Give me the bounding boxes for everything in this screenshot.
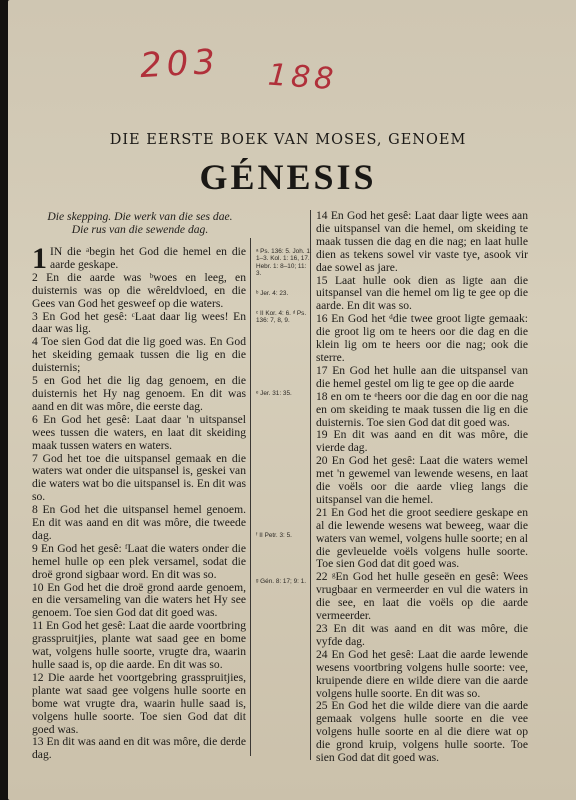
verse: 4 Toe sien God dat die lig goed was. En God het skeiding gemaak tussen die lig en die duisternis; xyxy=(32,335,246,375)
verse: 16 En God het ᵈdie twee groot ligte gemaak: die groot lig om te heers oor die dag en die klein lig om te heers oor die nag; ook die sterre. xyxy=(316,312,528,364)
verse: 18 en om te ᵉheers oor die dag en oor die nag en om skeiding te maak tussen die lig en die duisternis. Toe sien God dat dit goed was. xyxy=(316,389,528,429)
verse: 19 En dit was aand en dit was môre, die vierde dag. xyxy=(316,428,528,455)
chapter-number: 1 xyxy=(32,242,47,275)
verse: 22 ᵍEn God het hulle geseën en gesê: Wees vrugbaar en vermeerder en vul die waters in die see, en laat die voëls op die aarde vermeerder. xyxy=(316,570,528,623)
verse: 3 En God het gesê: ᶜLaat daar lig wees! En daar was lig. xyxy=(32,309,246,336)
summary-line: Die skepping. Die werk van die ses dae. xyxy=(47,210,233,223)
verse: 9 En God het gesê: ᶠLaat die waters onder die hemel hulle op een plek versamel, sodat die droë grond sigbaar word. En dit was so. xyxy=(32,541,246,581)
book-title: GÉNESIS xyxy=(199,157,377,197)
right-text-column xyxy=(316,210,528,765)
cross-reference: ᵍ Gén. 8: 17; 9: 1. xyxy=(256,578,307,585)
book-heading: DIE EERSTE BOEK VAN MOSES, GENOEM xyxy=(109,132,467,148)
verse: 23 En dit was aand en dit was môre, die vyfde dag. xyxy=(316,622,528,648)
verse-1 xyxy=(32,242,246,275)
summary-line: Die rus van die sewende dag. xyxy=(71,223,209,236)
cross-reference: ᵃ Ps. 136: 5. Joh. 1: 1–3. Kol. 1: 16, 17. Hebr. 1: 8–10; 11: 3. xyxy=(256,248,312,278)
handwritten-number-2: 188 xyxy=(266,57,339,98)
verse: 12 Die aarde het voortgebring grasspruitjies, plante wat saad gee volgens hulle soorte en bome wat vrugte dra, waarin hulle saad is, volgens hulle soorte. Toe sien God dat dit goed was. xyxy=(32,670,246,736)
verse: 25 En God het die wilde diere van die aarde gemaak volgens hulle soorte en die vee volgens hulle soorte en al die diere wat op die grond kruip, volgens hulle soorte. Toe sien God dat dit goed was. xyxy=(316,699,528,765)
verse: 20 En God het gesê: Laat die waters wemel met 'n gewemel van lewende wesens, en laat die voëls oor die aarde vlieg langs die uitspansel van die hemel. xyxy=(316,454,528,506)
book-spine-shadow xyxy=(0,0,8,800)
verse: 17 En God het hulle aan die uitspansel van die hemel gestel om lig te gee op die aarde xyxy=(316,363,528,390)
cross-reference: ᶠ II Petr. 3: 5. xyxy=(256,532,292,539)
verse: 7 God het toe die uitspansel gemaak en die waters wat onder die uitspansel is, geskei van die waters wat bo die uitspansel is. En dit was so. xyxy=(32,451,246,504)
verse: 13 En dit was aand en dit was môre, die derde dag. xyxy=(32,735,246,762)
verse: 24 En God het gesê: Laat die aarde lewende wesens voortbring volgens hulle soorte: vee, kruipende diere en wilde diere van die aarde volgens hulle soorte. En dit was so. xyxy=(316,647,528,700)
verse: 21 En God het die groot seediere geskape en al die lewende wesens wat beweeg, waar die waters van wemel, volgens hulle soorte; en al die gevleuelde voëls volgens hulle soorte. Toe sien God dat dit goed was. xyxy=(316,505,528,571)
verse: 6 En God het gesê: Laat daar 'n uitspansel wees tussen die waters, en laat dit skeiding maak tussen waters en waters. xyxy=(32,412,246,452)
verse: 8 En God het die uitspansel hemel genoem. En dit was aand en dit was môre, die tweede dag. xyxy=(32,503,246,542)
verse: 15 Laat hulle ook dien as ligte aan die uitspansel van die hemel om lig te gee op die aarde. En dit was so. xyxy=(316,273,528,313)
verse: 2 En die aarde was ᵇwoes en leeg, en duisternis was op die wêreldvloed, en die Gees van God het gesweef op die waters. xyxy=(32,270,246,310)
cross-reference: ᶜ II Kor. 4: 6. ᵈ Ps. 136: 7, 8, 9. xyxy=(256,310,307,325)
verse: 14 En God het gesê: Laat daar ligte wees aan die uitspansel van die hemel, om skeiding te maak tussen die dag en die nag; en laat hulle dien as tekens sowel vir vaste tye, asook vir dae sowel as jare. xyxy=(316,209,528,274)
verse-text: IN die ᵃbegin het God die hemel en die aarde geskape. xyxy=(50,245,246,271)
verse: 5 en God het die lig dag genoem, en die duisternis het Hy nag genoem. En dit was aand en dit was môre, die eerste dag. xyxy=(32,374,246,413)
verse: 10 En God het die droë grond aarde genoem, en die versameling van die waters het Hy see genoem. Toe sien God dat dit goed was. xyxy=(32,580,246,620)
cross-reference: ᵉ Jer. 31: 35. xyxy=(256,390,292,397)
chapter-summary xyxy=(30,210,250,236)
handwritten-number-1: 203 xyxy=(139,41,221,87)
column-divider-left xyxy=(250,238,251,756)
verse: 11 En God het gesê: Laat die aarde voortbring grasspruitjies, plante wat saad gee en bome wat, volgens hulle soorte, vrugte dra, waarin hulle saad is, op die aarde. En dit was so. xyxy=(32,619,246,671)
cross-reference: ᵇ Jer. 4: 23. xyxy=(256,290,289,297)
left-text-column xyxy=(32,242,246,762)
